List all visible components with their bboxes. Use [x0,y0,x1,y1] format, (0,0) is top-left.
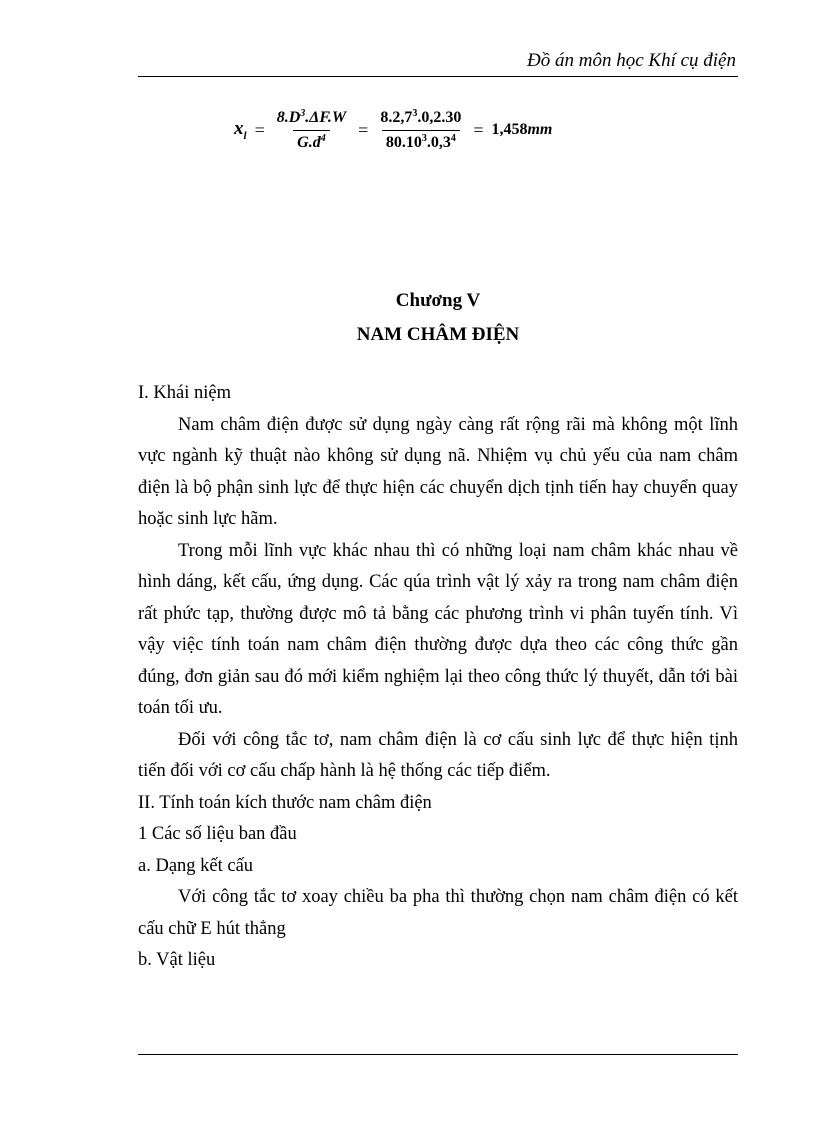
section-heading: I. Khái niệm [138,383,231,403]
equals-sign: = [473,119,484,140]
symbolic-denominator: $G.d^4$ [293,130,330,152]
body-text [138,378,738,977]
paragraph: Trong mỗi lĩnh vực khác nhau thì có những loại nam châm khác nhau về hình dáng, kết cấu, ứng dụng. Các qúa trình vật lý xảy ra trong nam châm điện rất phức tạp, thường được mô tả bằng các phương trình vi phân tuyến tính. Vì vậy việc tính toán nam châm điện thường được dựa theo các công thức gần đúng, đơn giản sau đó mới kiểm nghiệm lại theo công thức lý thuyết, dẫn tới bài toán tối ưu. [138,540,738,718]
deflection-formula [234,104,552,156]
chapter-title: NAM CHÂM ĐIỆN [356,324,520,345]
equals-sign: = [254,119,265,140]
formula-result: 1,458mm [491,121,553,138]
numeric-numerator: 8.2,7$^3$.0,2.30 [380,107,462,126]
paragraph: Đối với công tắc tơ, nam châm điện là cơ cấu sinh lực để thực hiện tịnh tiến đối với cơ cấu chấp hành là hệ thống các tiếp điểm. [138,729,738,781]
subsection-heading: 1 Các số liệu ban đầu [138,824,297,844]
numeric-fraction [376,109,465,152]
symbolic-numerator: $8.D^3.\Delta F.W$ [276,107,347,126]
equals-sign: = [358,119,369,140]
subsection-heading: b. Vật liệu [138,950,216,970]
symbolic-fraction [273,109,350,152]
paragraph: Với công tắc tơ xoay chiều ba pha thì thường chọn nam châm điện có kết cấu chữ E hút thẳng [138,887,738,939]
header-title: Đồ án môn học Khí cụ điện [527,50,736,71]
paragraph: Nam châm điện được sử dụng ngày càng rất rộng rãi mà không một lĩnh vực ngành kỹ thuật nào không sử dụng nã. Nhiệm vụ chủ yếu của nam châm điện là bộ phận sinh lực để thực hiện các chuyển dịch tịnh tiến hay chuyển quay hoặc sinh lực hãm. [138,414,738,529]
section-heading: II. Tính toán kích thước nam châm điện [138,792,432,813]
subsection-heading: a. Dạng kết cấu [138,855,254,876]
header-rule [138,76,738,77]
footer-rule [138,1054,738,1055]
formula-variable: $x_l$ [234,118,247,142]
chapter-label: Chương V [395,290,481,311]
numeric-denominator: 80.10$^3$.0,3$^4$ [382,130,460,152]
